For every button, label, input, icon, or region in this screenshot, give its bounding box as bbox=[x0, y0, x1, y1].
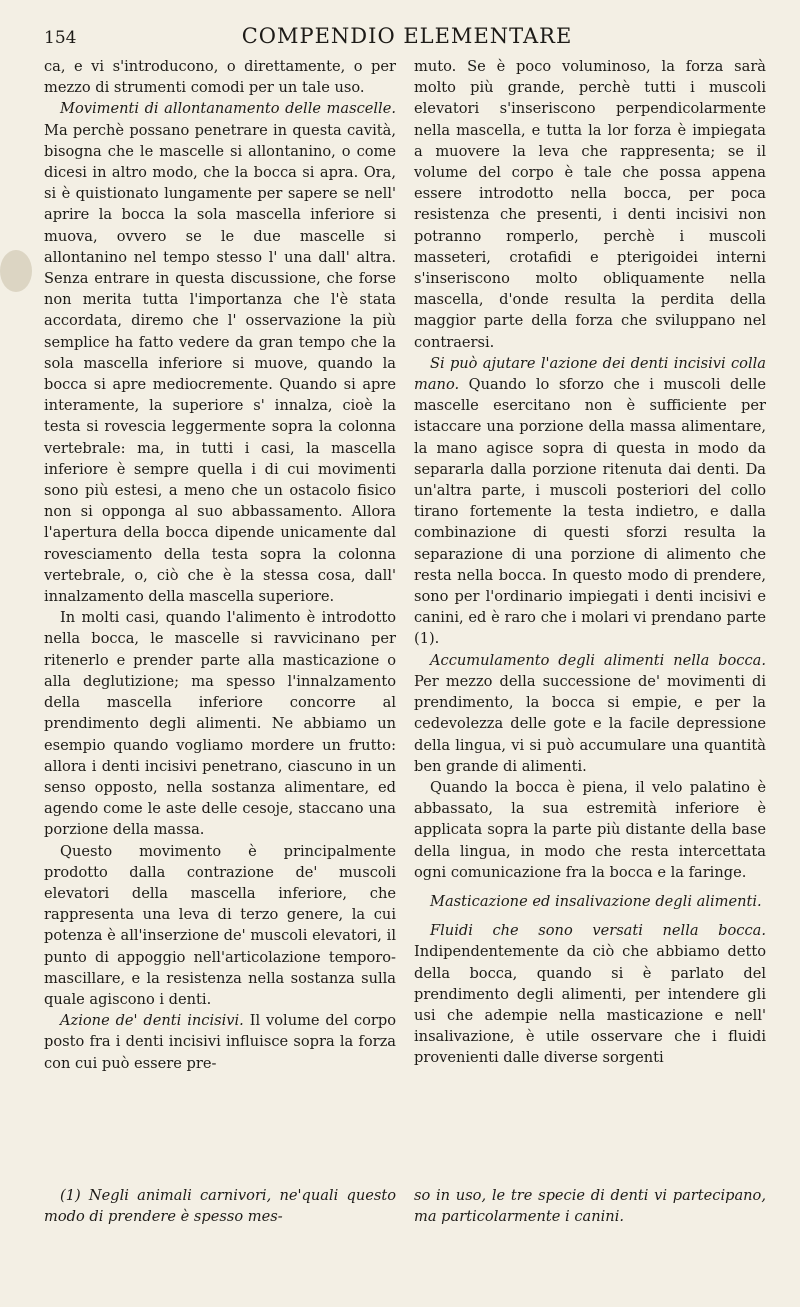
paragraph-text: Indipendentemente da ciò che abbiamo detto della bocca, quando si è parlato del prendimento degli alimenti, per intendere gli usi che adempie nella masticazione e nell' insalivazione, è utile osservare che i fluidi provenienti dalle diverse sorgenti bbox=[414, 943, 766, 1067]
paragraph: muto. Se è poco voluminoso, la forza sarà molto più grande, perchè tutti i muscoli elevatori s'inseriscono perpendicolarmente nella mascella, e tutta la lor forza è impiegata a muovere la leva che rappresenta; se il volume del corpo è tale che possa appena essere introdotto nella bocca, per poca resistenza che presenti, i denti incisivi non potranno romperlo, perchè i muscoli masseteri, crotafidi e pterigoidei interni s'inseriscono molto obliquamente nella mascella, d'onde resulta la perdita della maggior parte della forza che sviluppano nel contraersi. bbox=[414, 58, 766, 351]
right-column bbox=[414, 56, 766, 1074]
paragraph bbox=[414, 650, 766, 777]
text-columns bbox=[44, 56, 766, 1074]
paragraph-text: Quando lo sforzo che i muscoli delle mascelle esercitano non è sufficiente per istaccare una porzione della massa alimentare, la mano agisce sopra di questa in modo da separarla dalla porzione ritenuta dai denti. Da un'altra parte, i muscoli posteriori del collo tirano fortemente la testa indietro, e dalla combinazione di questi sforzi resulta la separazione di una porzione di alimento che resta nella bocca. In questo modo di prendere, sono per l'ordinario impiegati i denti incisivi e canini, ed è raro che i molari vi prendano parte (1). bbox=[414, 376, 767, 648]
paragraph bbox=[414, 353, 766, 650]
paragraph bbox=[44, 1010, 396, 1074]
page-number: 154 bbox=[44, 28, 77, 48]
footnotes bbox=[44, 1185, 766, 1227]
paragraph: Quando la bocca è piena, il velo palatino è abbassato, la sua estremità inferiore è applicata sopra la parte più distante della base della lingua, in modo che resta intercettata ogni comunicazione fra la bocca e la faringe. bbox=[414, 778, 766, 881]
sidenote-heading: Si può ajutare l'azione dei denti incisivi colla mano. bbox=[414, 354, 766, 394]
page-stain bbox=[0, 250, 32, 292]
paragraph bbox=[44, 98, 396, 607]
paragraph: ca, e vi s'introducono, o direttamente, o per mezzo di strumenti comodi per un tale uso. bbox=[44, 58, 396, 97]
page-header bbox=[44, 24, 770, 48]
paragraph: Questo movimento è principalmente prodotto dalla contrazione de' muscoli elevatori della mascella inferiore, che rappresenta una leva di terzo genere, la cui potenza è all'inserzione de' muscoli elevatori, il punto di appoggio nell'articolazione temporo-mascillare, e la resistenza nella sostanza sulla quale agiscono i denti. bbox=[44, 842, 396, 1008]
paragraph-text: Il volume del corpo posto fra i denti incisivi influisce sopra la forza con cui può essere pre- bbox=[44, 1012, 397, 1072]
sidenote-heading: Azione de' denti incisivi. bbox=[60, 1012, 244, 1030]
paragraph: In molti casi, quando l'alimento è introdotto nella bocca, le mascelle si ravvicinano per ritenerlo e prender parte alla masticazione o alla deglutizione; ma spesso l'innalzamento della mascella inferiore concorre al prendimento degli alimenti. Ne abbiamo un esempio quando vogliamo mordere un frutto: allora i denti incisivi penetrano, ciascuno in un senso opposto, nella sostanza alimentare, ed agendo come le aste delle cesoje, staccano una porzione della massa. bbox=[44, 609, 396, 839]
sidenote-heading: Movimenti di allontanamento delle mascelle. bbox=[60, 100, 396, 118]
left-column bbox=[44, 56, 396, 1074]
paragraph-text: Ma perchè possano penetrare in questa cavità, bisogna che le mascelle si allontanino, o come dicesi in altro modo, che la bocca si apra. Ora, si è quistionato lungamente per sapere se nell' aprire la bocca la sola mascella inferiore si muova, ovvero se le due mascelle si allontanino nel tempo stesso l' una dall' altra. Senza entrare in questa discussione, che forse non merita tutta l'importanza che l'è stata accordata, diremo che l' osservazione la più semplice ha fatto vedere da gran tempo che la sola mascella inferiore si muove, quando la bocca si apre mediocremente. Quando si apre interamente, la superiore s' innalza, cioè la testa si rovescia leggermente sopra la colonna vertebrale: ma, in tutti i casi, la mascella inferiore è sempre quella i di cui movimenti sono più estesi, a meno che un ostacolo fisico non si opponga al suo abbassamento. Allora l'apertura della bocca dipende unicamente dal rovesciamento della testa sopra la colonna vertebrale, o, ciò che è la stessa cosa, dall' innalzamento della mascella superiore. bbox=[44, 121, 396, 606]
paragraph-text: Per mezzo della successione de' movimenti di prendimento, la bocca si empie, e per la cedevolezza delle gote e la facile depressione della lingua, vi si può accumulare una quantità ben grande di alimenti. bbox=[414, 672, 766, 775]
section-title: Masticazione ed insalivazione degli alimenti. bbox=[430, 892, 762, 910]
sidenote-heading: Accumulamento degli alimenti nella bocca. bbox=[430, 651, 766, 669]
paragraph bbox=[414, 920, 766, 1068]
footnote-left: (1) Negli animali carnivori, ne'quali questo modo di prendere è spesso mes- bbox=[44, 1187, 396, 1225]
sidenote-heading: Fluidi che sono versati nella bocca. bbox=[430, 922, 766, 940]
footnote-right: so in uso, le tre specie di denti vi partecipano, ma particolarmente i canini. bbox=[414, 1187, 766, 1225]
running-title: COMPENDIO ELEMENTARE bbox=[241, 24, 573, 48]
